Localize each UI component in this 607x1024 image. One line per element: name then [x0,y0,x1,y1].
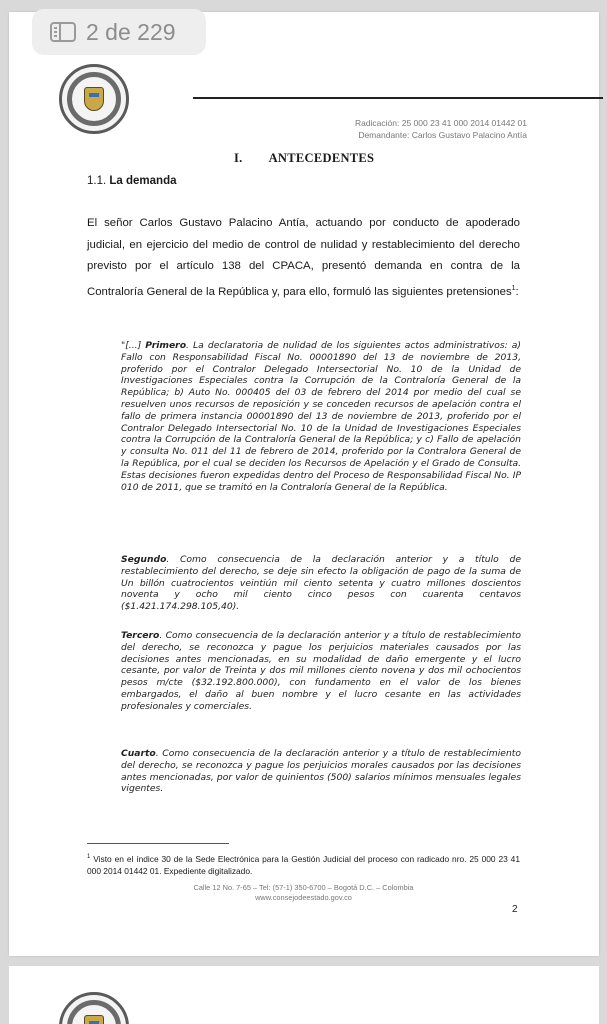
section-title: ANTECEDENTES [268,151,375,165]
claim-primero [121,340,521,493]
page-indicator-text: 2 de 229 [86,18,176,45]
page-number: 2 [512,904,518,915]
claim-heading: Primero [145,340,187,351]
header-rule [193,97,603,99]
claim-segundo [121,554,521,613]
claim-text: . Como consecuencia de la declaración anterior y a título de restablecimiento del derecho, se reconozca y pague los perjuicios materiales causados por las decisiones antes mencionadas, en su modalidad de daño emergente y el lucro cesante, por valor de Treinta y dos mil millones ciento novena y dos mil ochocientos pesos m/cte ($32.192.800.000), con fundamento en el valor de los bienes embargados, el daño al buen nombre y el lucro cesante en las actividades profesionales y comerciales. [121,630,521,712]
coat-of-arms-icon [84,1015,104,1024]
radicacion-number: Radicación: 25 000 23 41 000 2014 01442 01 [354,118,527,128]
court-seal-logo [59,64,129,134]
claim-text: . Como consecuencia de la declaración anterior y a título de restablecimiento del derecho, se deje sin efecto la obligación de pago de la suma de Un billón cuatrocientos veintiún mil ciento setenta y cuatro millones doscientos noventa y ocho mil ciento cinco pesos con cuarenta centavos ($1.421.174.298.105,40). [121,554,521,613]
claim-heading: Segundo [121,554,167,565]
sidebar-pages-icon[interactable] [50,22,76,42]
section-heading [234,151,374,166]
subsection-number: 1.1. [87,175,107,187]
intro-text: El señor Carlos Gustavo Palacino Antía, actuando por conducto de apoderado judicial, en ejercicio del medio de control de nulidad y restablecimiento del derecho previsto por el artículo 138 del CPACA, presentó demanda en contra de la Contraloría General de la República y, para ello, formuló las siguientes pretensiones [87,217,520,298]
quote-lead: "[...] [121,340,146,351]
footer-website: www.consejodeestado.gov.co [255,893,352,902]
footnote-reference[interactable]: 1 [511,284,516,292]
demandante-name: Demandante: Carlos Gustavo Palacino Antía [358,130,527,140]
claim-text: . Como consecuencia de la declaración anterior y a título de restablecimiento del derecho, se reconozca y pague los perjuicios morales causados por las decisiones antes mencionadas, por valor de quinientos (500) salarios mínimos mensuales legales vigentes. [121,748,521,795]
intro-end: : [515,285,519,298]
footnote-marker: 1 [87,854,91,860]
subsection-title: La demanda [109,175,177,187]
case-header [355,117,527,141]
claim-cuarto [121,748,521,795]
section-number: I. [234,151,243,165]
footnote [87,851,520,878]
claim-tercero [121,630,521,713]
claim-heading: Cuarto [121,748,156,759]
coat-of-arms-icon [84,87,104,111]
page-indicator[interactable] [32,9,206,55]
footer-address: Calle 12 No. 7-65 – Tel: (57-1) 350-6700 – Bogotá D.C. – Colombia [193,883,414,892]
footnote-separator [87,843,229,844]
subsection-heading [87,175,177,187]
claim-heading: Tercero [121,630,160,641]
claim-text: . La declaratoria de nulidad de los siguientes actos administrativos: a) Fallo con Responsabilidad Fiscal No. 00001890 del 13 de noviembre de 2013, proferido por el Contralor Delegado Intersectorial No. 10 de la Unidad de Investigaciones Especiales contra la Corrupción de la Contraloría General de la República; b) Auto No. 000405 del 03 de febrero del 2014 por medio del cual se resuelven unos recursos de reposición y se conceden recursos de apelación contra el fallo de primera instancia 00001890 del 13 de noviembre de 2013, proferido por el Contralor Delegado Intersectorial No. 10 de la Unidad de Investigaciones Especiales contra la Corrupción de la Contraloría General de la República; y c) Fallo de apelación y consulta No. 011 del 11 de febrero de 2014, proferido por la Contralora General de la República, por el cual se deciden los Recursos de Apelación y el Grado de Consulta. Estas decisiones fueron expedidas dentro del Proceso de Responsabilidad Fiscal No. IP 010 de 2011, que se tramitó en la Contraloría General de la República. [121,340,522,493]
intro-paragraph [87,213,520,303]
page-footer [87,883,520,903]
footnote-text: Visto en el índice 30 de la Sede Electrónica para la Gestión Judicial del proceso con radicado nro. 25 000 23 41 000 2014 01442 01. Expediente digitalizado. [87,853,520,877]
